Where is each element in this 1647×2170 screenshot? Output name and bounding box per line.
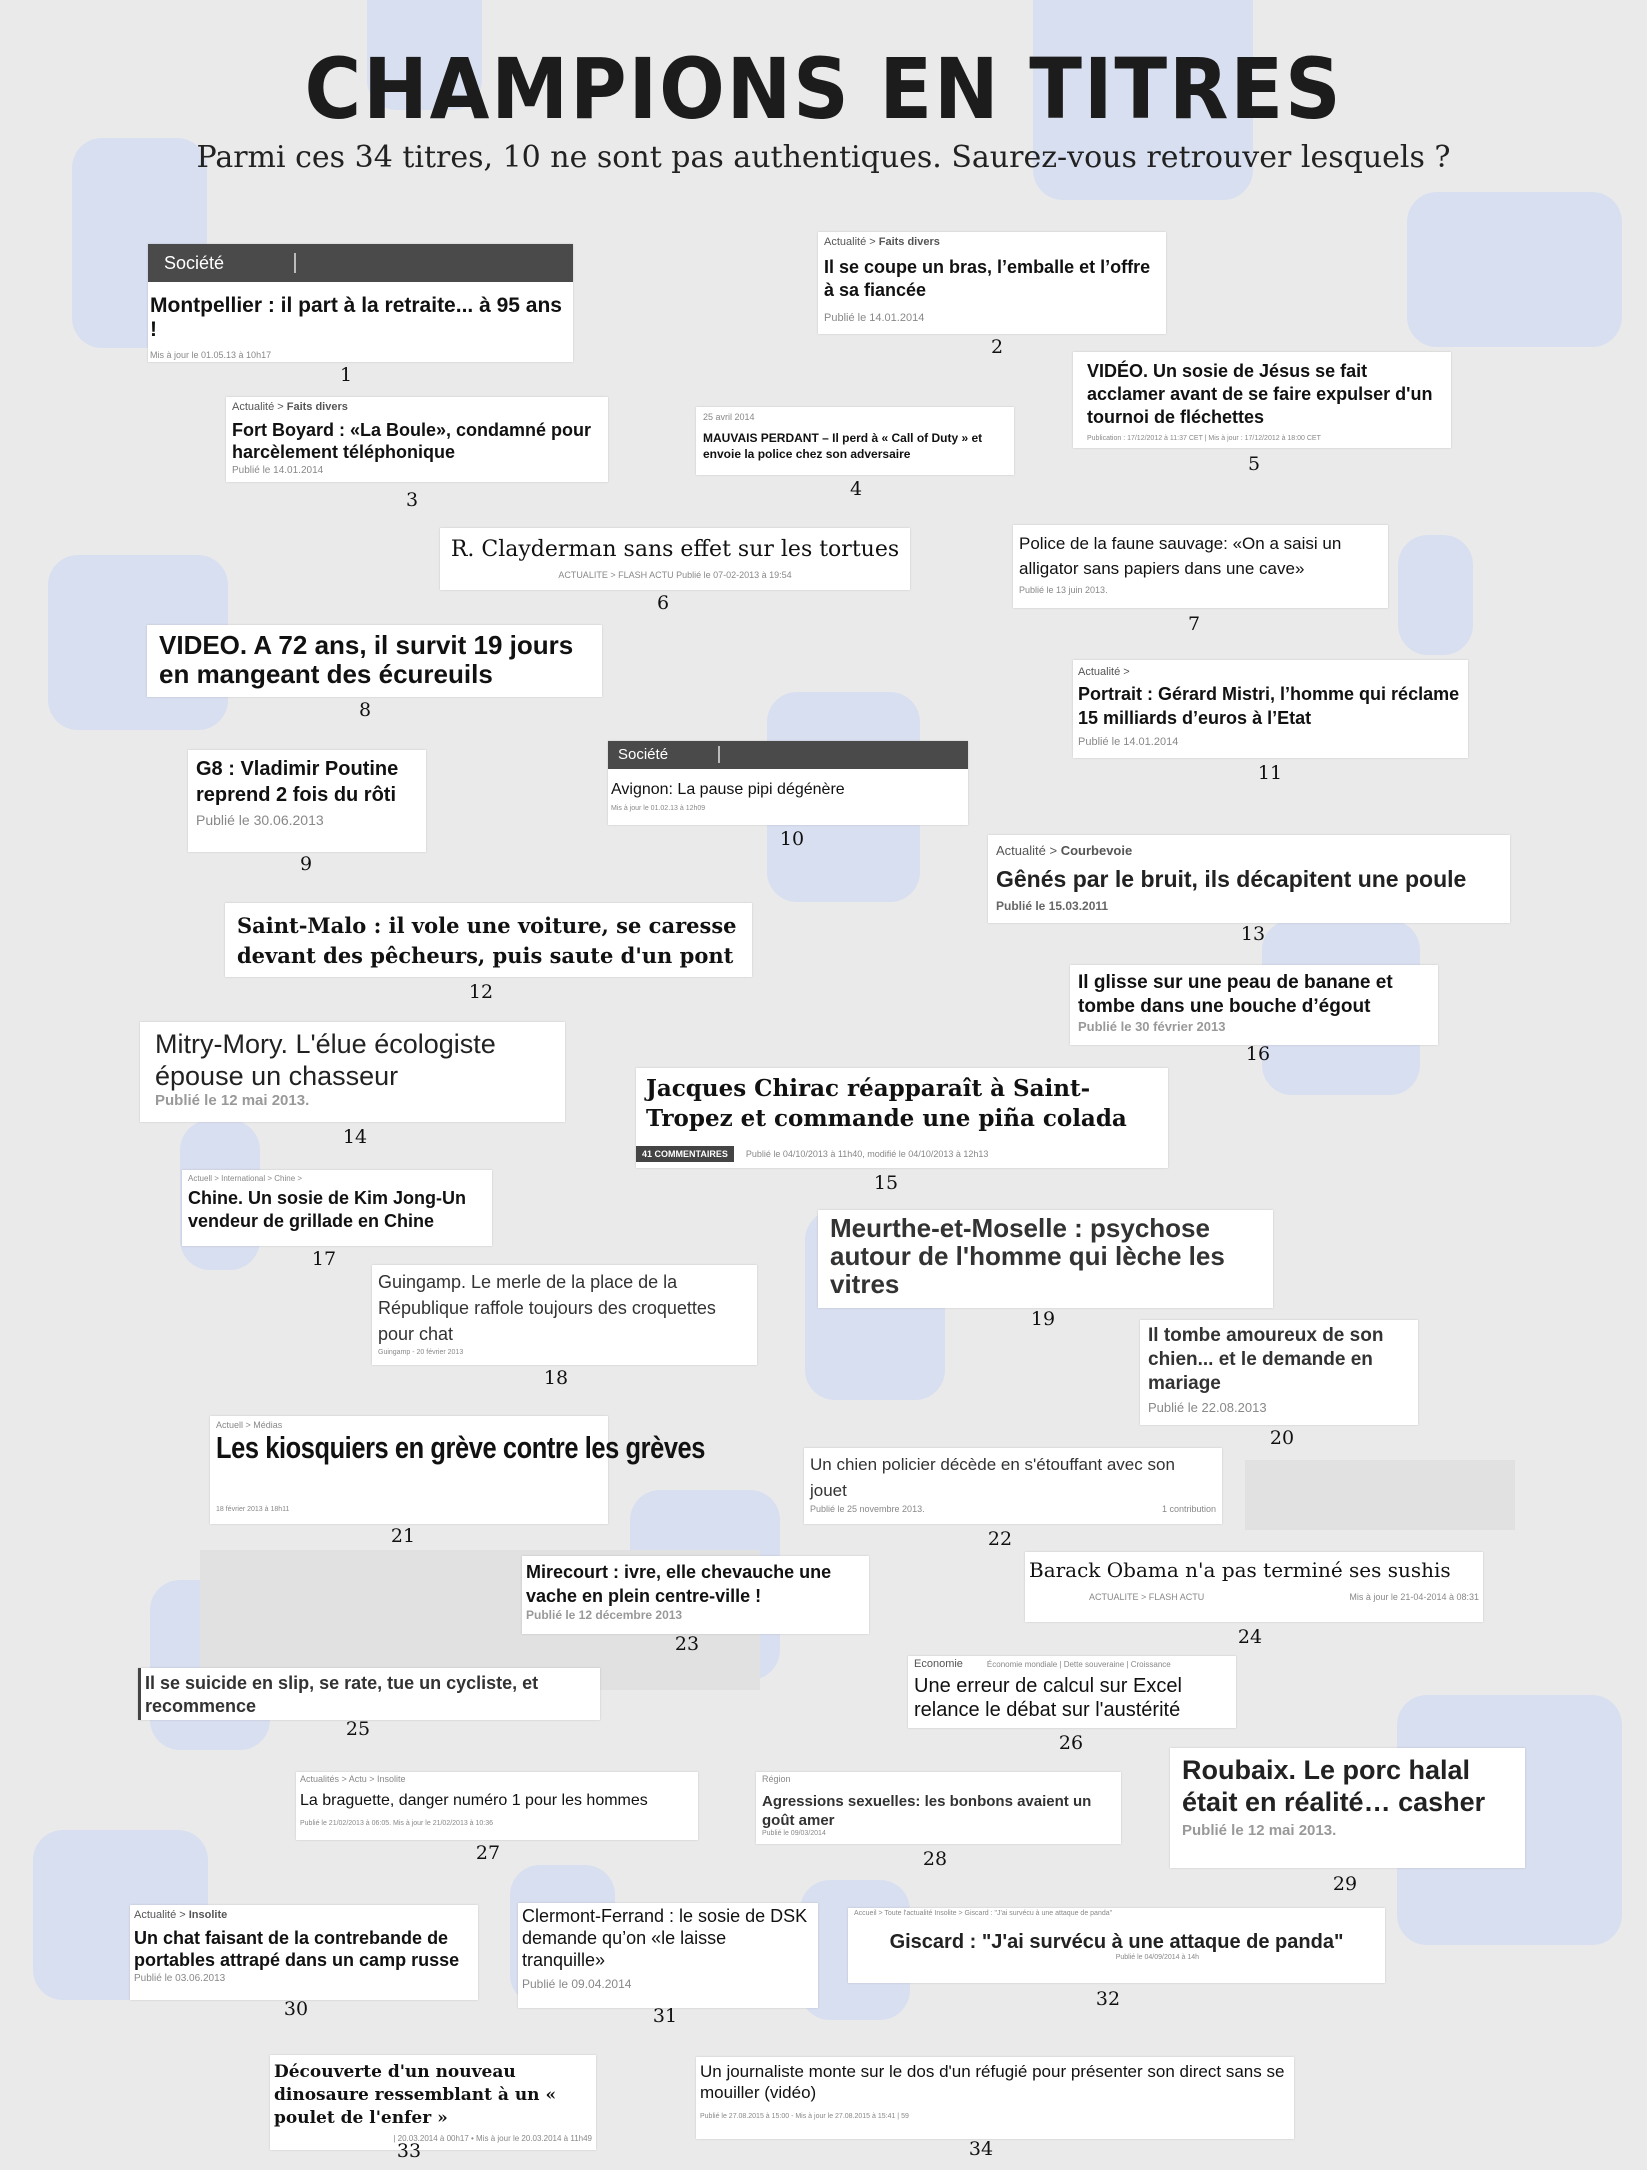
headline: Police de la faune sauvage: «On a saisi un alligator sans papiers dans une cave» [1019,534,1342,578]
headline-card-19 [818,1210,1273,1308]
item-number: 19 [1030,1308,1056,1330]
headline-card-26 [908,1656,1236,1728]
headline: Guingamp. Le merle de la place de la République raffole toujours des croquettes pour chat [378,1272,716,1344]
item-number: 8 [358,699,372,721]
headline: Un chien policier décède en s'étouffant avec son jouet [810,1455,1175,1500]
headline-card-20 [1140,1320,1418,1425]
item-number: 3 [405,489,419,511]
headline: Une erreur de calcul sur Excel relance le débat sur l'austérité [914,1675,1182,1721]
date: Publié le 14.01.2014 [232,465,324,476]
headline-card-10 [608,741,968,825]
headline: Il se coupe un bras, l’emballe et l’offre à sa fiancée [824,257,1151,300]
section-bar [148,244,573,282]
headline-card-9 [188,750,426,852]
item-number: 12 [468,981,494,1003]
item-number: 34 [968,2138,994,2160]
date: Publié le 13 juin 2013. [1019,585,1108,595]
item-number: 17 [311,1248,337,1270]
headline-card-31 [518,1903,818,2008]
date: Publié le 30 février 2013 [1078,1019,1226,1034]
date: Publié le 22.08.2013 [1148,1400,1267,1415]
meta: 18 février 2013 à 18h11 [216,1506,290,1513]
headline-card-34 [696,2057,1294,2139]
date: Publié le 09.04.2014 [522,1977,632,1991]
item-number: 9 [299,853,313,875]
section-label: Société [618,746,720,763]
item-number: 23 [674,1633,700,1655]
meta: Publié le 25 novembre 2013. [810,1504,925,1514]
item-number: 26 [1058,1732,1084,1754]
headline-card-27 [296,1772,698,1840]
headline: Meurthe-et-Moselle : psychose autour de l'homme qui lèche les vitres [830,1213,1225,1299]
headline-card-12 [225,903,752,977]
meta: Publié le 21/02/2013 à 06:05. Mis à jour le 21/02/2013 à 10:36 [300,1820,494,1827]
headline: Saint-Malo : il vole une voiture, se caresse devant des pêcheurs, puis saute d'un pont [237,913,737,968]
headline: Un chat faisant de la contrebande de portables attrapé dans un camp russe [134,1928,460,1970]
meta: Publié le 27.08.2015 à 15:00 - Mis à jour le 27.08.2015 à 15:41 | 59 [700,2113,909,2120]
breadcrumb: Actualité > [134,1909,189,1921]
date: Publié le 15.03.2011 [996,899,1109,913]
item-number: 5 [1247,453,1261,475]
date: Publié le 14.01.2014 [1078,736,1179,748]
date: Publié le 12 décembre 2013 [526,1608,683,1622]
headline-card-28 [756,1772,1121,1844]
headline-card-29 [1170,1748,1525,1868]
background-strip [1245,1460,1515,1530]
deco-block [1407,192,1622,347]
date: Publié le 30.06.2013 [196,812,324,828]
headline: G8 : Vladimir Poutine reprend 2 fois du rôti [196,758,399,806]
headline-card-16 [1070,965,1438,1045]
breadcrumb: Actualité > [1078,666,1130,678]
item-number: 4 [849,478,863,500]
headline: Il glisse sur une peau de banane et tombe dans une bouche d’égout [1078,972,1393,1017]
comments-badge[interactable]: 41 COMMENTAIRES [636,1146,734,1162]
headline-card-32 [848,1908,1385,1983]
category: Insolite [188,1909,228,1921]
breadcrumb: Actuell > Médias [216,1420,283,1430]
breadcrumb: Accueil > Toute l'actualité Insolite > Giscard : "J'ai survécu à une attaque de panda" [854,1910,1113,1917]
headline-card-24 [1025,1552,1483,1622]
headline: Mirecourt : ivre, elle chevauche une vache en plein centre-ville ! [526,1562,832,1606]
item-number: 33 [396,2140,422,2162]
headline: Barack Obama n'a pas terminé ses sushis [1029,1558,1451,1582]
headline-card-30 [130,1905,478,2000]
date: Publié le 14.01.2014 [824,312,925,324]
headline: Les kiosquiers en grève contre les grèves [216,1430,706,1465]
item-number: 25 [345,1718,371,1740]
meta: Guingamp - 20 février 2013 [378,1349,464,1356]
meta: ACTUALITE > FLASH ACTU Publié le 07-02-2013 à 19:54 [558,570,792,580]
headline: Gênés par le bruit, ils décapitent une poule [996,866,1467,892]
headline-card-23 [522,1556,869,1634]
item-number: 1 [339,364,353,386]
headline-card-33 [270,2055,596,2150]
item-number: 22 [987,1528,1013,1550]
breadcrumb: Actualités > Actu > Insolite [300,1774,406,1784]
item-number: 11 [1257,762,1283,784]
item-number: 13 [1240,923,1266,945]
headline: Portrait : Gérard Mistri, l’homme qui réclame 15 milliards d’euros à l’Etat [1078,684,1460,728]
headline: Avignon: La pause pipi dégénère [611,781,845,798]
date: Publié le 12 mai 2013. [155,1092,310,1109]
headline: VIDEO. A 72 ans, il survit 19 jours en mangeant des écureuils [159,630,574,689]
item-number: 31 [652,2005,678,2027]
breadcrumb: Actualité > [996,843,1061,858]
item-number: 21 [390,1525,416,1547]
item-number: 27 [475,1842,501,1864]
category: Courbevoie [1060,843,1133,858]
meta: Mis à jour le 01.02.13 à 12h09 [611,805,706,812]
meta-date: Mis à jour le 21-04-2014 à 08:31 [1349,1592,1479,1602]
meta: Publication : 17/12/2012 à 11:37 CET | Mis à jour : 17/12/2012 à 18:00 CET [1087,435,1321,442]
deco-block [1398,535,1473,655]
item-number: 30 [283,1998,309,2020]
headline-card-2 [818,232,1166,334]
breadcrumb: Actualité > [824,236,879,248]
category: Faits divers [286,401,348,413]
date: Publié le 03.06.2013 [134,1973,226,1984]
headline: Découverte d'un nouveau dinosaure ressemblant à un « poulet de l'enfer » [274,2062,557,2128]
headline: Roubaix. Le porc halal était en réalité… casher [1182,1755,1486,1817]
headline: R. Clayderman sans effet sur les tortues [450,537,900,562]
headline: La braguette, danger numéro 1 pour les hommes [300,1792,648,1809]
headline-card-7 [1013,525,1388,608]
item-number: 7 [1187,613,1201,635]
headline-card-3 [226,397,608,482]
section-label: Société [164,253,296,273]
headline-card-18 [372,1265,757,1365]
headline-card-5 [1073,352,1451,448]
headline: Il se suicide en slip, se rate, tue un cycliste, et recommence [145,1673,539,1716]
headline: Jacques Chirac réapparaît à Saint-Tropez et commande une piña colada [646,1075,1127,1132]
item-number: 15 [873,1172,899,1194]
headline-card-8 [147,625,602,697]
section-bar [608,741,968,769]
headline: Chine. Un sosie de Kim Jong-Un vendeur de grillade en Chine [188,1188,467,1231]
headline: Clermont-Ferrand : le sosie de DSK demande qu’on «le laisse tranquille» [522,1906,808,1970]
contribution-count[interactable]: 1 contribution [1161,1504,1216,1514]
meta: ACTUALITE > FLASH ACTU [1089,1592,1205,1602]
meta: | 20.03.2014 à 00h17 • Mis à jour le 20.03.2014 à 11h49 [393,2134,592,2143]
headline: MAUVAIS PERDANT – Il perd à « Call of Duty » et envoie la police chez son adversaire [703,431,983,461]
headline: Il tombe amoureux de son chien... et le demande en mariage [1148,1325,1384,1394]
item-number: 32 [1095,1988,1121,2010]
headline: VIDÉO. Un sosie de Jésus se fait acclamer avant de se faire expulser d'un tournoi de fléchettes [1087,361,1433,427]
item-number: 24 [1237,1626,1263,1648]
item-number: 14 [342,1126,368,1148]
headline: Mitry-Mory. L'élue écologiste épouse un chasseur [155,1029,496,1091]
headline: Fort Boyard : «La Boule», condamné pour harcèlement téléphonique [232,420,592,462]
headline-card-13 [988,835,1510,923]
item-number: 29 [1332,1873,1358,1895]
page-title: CHAMPIONS EN TITRES [304,40,1343,138]
headline-card-22 [804,1448,1222,1524]
category: Faits divers [878,236,940,248]
item-number: 18 [543,1367,569,1389]
meta: Publié le 09/03/2014 [762,1830,826,1837]
page-subtitle: Parmi ces 34 titres, 10 ne sont pas authentiques. Saurez-vous retrouver lesquels ? [196,140,1451,175]
meta: Publié le 04/09/2014 à 14h [1115,1954,1199,1961]
headline: Un journaliste monte sur le dos d'un réfugié pour présenter son direct sans se mouiller (vidéo) [700,2062,1285,2102]
date: Publié le 12 mai 2013. [1182,1822,1337,1839]
breadcrumb: Région [762,1774,791,1784]
headline-card-15 [636,1068,1168,1168]
breadcrumb: Économie mondiale | Dette souveraine | Croissance [986,1660,1171,1669]
headline: Giscard : "J'ai survécu à une attaque de panda" [889,1931,1344,1953]
date: 25 avril 2014 [703,412,755,422]
item-number: 10 [779,828,805,850]
headline-card-21 [210,1416,706,1524]
headline-card-14 [140,1022,565,1122]
headline-card-25 [138,1668,600,1720]
item-number: 16 [1245,1043,1271,1065]
item-number: 28 [922,1848,948,1870]
headline: Montpellier : il part à la retraite... à 95 ans ! [150,294,562,341]
headline-card-1 [148,244,573,362]
item-number: 20 [1269,1427,1295,1449]
headline-card-17 [182,1170,492,1246]
meta: Mis à jour le 01.05.13 à 10h17 [150,350,272,360]
headline-card-6 [440,528,910,590]
headline: Agressions sexuelles: les bonbons avaient un goût amer [762,1793,1092,1829]
category: Economie [914,1658,963,1670]
headline-card-11 [1073,660,1468,758]
item-number: 2 [990,336,1004,358]
breadcrumb: Actuell > International > Chine > [188,1174,303,1183]
breadcrumb: Actualité > [232,401,287,413]
meta: Publié le 04/10/2013 à 11h40, modifié le 04/10/2013 à 12h13 [745,1149,989,1159]
headline-card-4 [696,407,1014,475]
item-number: 6 [656,592,670,614]
